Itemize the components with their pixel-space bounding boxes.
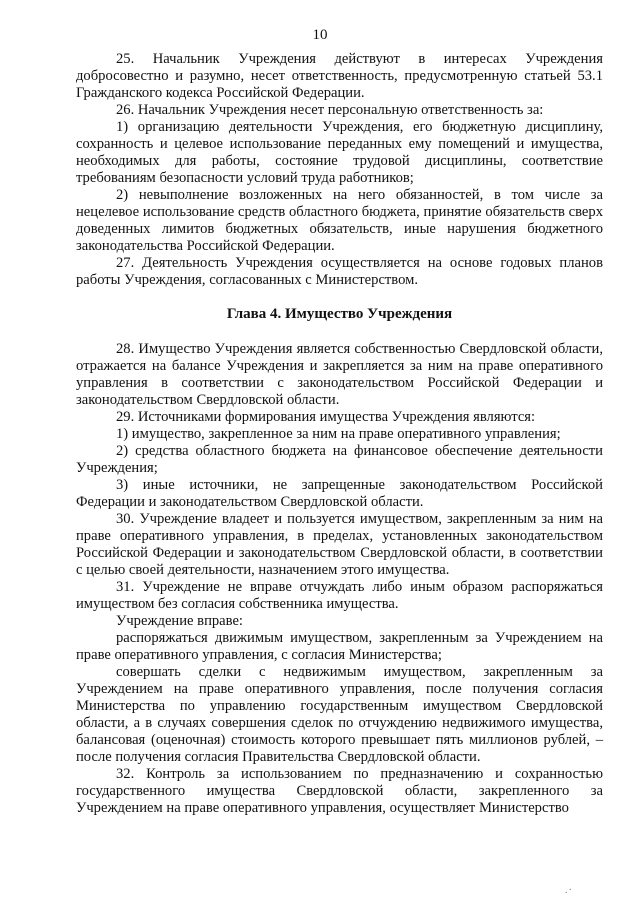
scan-mark: .· [565,885,573,896]
paragraph-29-item-3: 3) иные источники, не запрещенные законодательством Российской Федерации и законодательством Свердловской области. [76,477,603,510]
paragraph-26-item-1: 1) организацию деятельности Учреждения, его бюджетную дисциплину, сохранность и целевое использование переданных ему помещений и имущества, необходимых для работы, состояние трудовой дисциплины, соответствие требованиям безопасности условий труда работников; [76,119,603,186]
page-number: 10 [312,27,328,43]
paragraph-31-right-2: совершать сделки с недвижимым имуществом, закрепленным за Учреждением на праве оперативного управления, после получения согласия Министерства по управлению государственным имуществом Свердловской области, а в случаях совершения сделок по отчуждению недвижимого имущества, балансовая (оценочная) стоимость которого превышает пять миллионов рублей, – после получения согласия Правительства Свердловской области. [76,664,603,765]
paragraph-26-item-2: 2) невыполнение возложенных на него обязанностей, в том числе за нецелевое использование средств областного бюджета, принятие обязательств сверх доведенных лимитов бюджетных обязательств, иные нарушения бюджетного законодательства Российской Федерации. [76,187,603,254]
chapter-heading: Глава 4. Имущество Учреждения [226,306,453,322]
paragraph-31-right-1: распоряжаться движимым имуществом, закрепленным за Учреждением на праве оперативного управления, с согласия Министерства; [76,630,603,663]
paragraph-27: 27. Деятельность Учреждения осуществляется на основе годовых планов работы Учреждения, согласованных с Министерством. [76,255,603,288]
paragraph-30: 30. Учреждение владеет и пользуется имуществом, закрепленным за ним на праве оперативного управления, в пределах, установленных законодательством Российской Федерации и законодательством Свердловской области, в соответствии с целью своей деятельности, назначением этого имущества. [76,511,603,578]
paragraph-29-item-2: 2) средства областного бюджета на финансовое обеспечение деятельности Учреждения; [76,443,603,476]
paragraph-32: 32. Контроль за использованием по предназначению и сохранностью государственного имущества Свердловской области, закрепленного за Учреждением на праве оперативного управления, осуществляет Министерство [76,766,603,816]
paragraph-31: 31. Учреждение не вправе отчуждать либо иным образом распоряжаться имуществом без согласия собственника имущества. [76,579,603,612]
paragraph-31-rights-intro: Учреждение вправе: [116,613,243,629]
paragraph-29: 29. Источниками формирования имущества Учреждения являются: [116,409,536,425]
paragraph-26: 26. Начальник Учреждения несет персональную ответственность за: [116,102,544,118]
paragraph-28: 28. Имущество Учреждения является собственностью Свердловской области, отражается на балансе Учреждения и закрепляется за ним на праве оперативного управления в соответствии с законодательством Российской Федерации и законодательством Свердловской области. [76,341,603,408]
paragraph-25: 25. Начальник Учреждения действуют в интересах Учреждения добросовестно и разумно, несет ответственность, предусмотренную статьей 53.1 Гражданского кодекса Российской Федерации. [76,51,603,101]
paragraph-29-item-1: 1) имущество, закрепленное за ним на праве оперативного управления; [116,426,561,442]
